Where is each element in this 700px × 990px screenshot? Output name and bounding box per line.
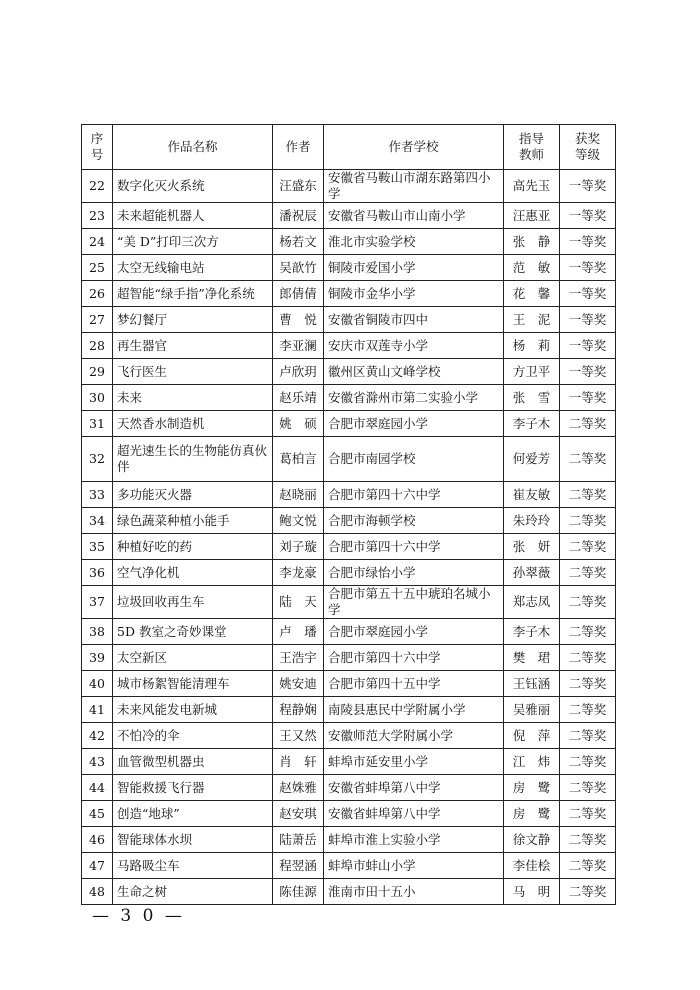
cell-no: 39 bbox=[82, 645, 113, 671]
cell-teacher: 张 雪 bbox=[504, 385, 560, 411]
cell-title: 太空无线输电站 bbox=[113, 255, 273, 281]
cell-author: 郎倩倩 bbox=[273, 281, 324, 307]
table-row bbox=[82, 508, 616, 534]
cell-school: 铜陵市金华小学 bbox=[324, 281, 504, 307]
cell-teacher: 张 静 bbox=[504, 229, 560, 255]
cell-teacher: 高先玉 bbox=[504, 170, 560, 203]
table-row bbox=[82, 255, 616, 281]
cell-author: 杨若文 bbox=[273, 229, 324, 255]
cell-title: 不怕冷的伞 bbox=[113, 723, 273, 749]
cell-title: 超智能“绿手指”净化系统 bbox=[113, 281, 273, 307]
cell-no: 32 bbox=[82, 437, 113, 482]
award-table bbox=[81, 124, 616, 905]
cell-teacher: 王 泥 bbox=[504, 307, 560, 333]
table-row bbox=[82, 619, 616, 645]
cell-author: 赵晓丽 bbox=[273, 482, 324, 508]
cell-title: 未来超能机器人 bbox=[113, 203, 273, 229]
cell-author: 李龙豪 bbox=[273, 560, 324, 586]
cell-level: 二等奖 bbox=[560, 827, 616, 853]
cell-no: 41 bbox=[82, 697, 113, 723]
cell-level: 一等奖 bbox=[560, 255, 616, 281]
cell-teacher: 李子木 bbox=[504, 411, 560, 437]
cell-teacher: 房 鹭 bbox=[504, 775, 560, 801]
cell-level: 一等奖 bbox=[560, 385, 616, 411]
cell-level: 二等奖 bbox=[560, 534, 616, 560]
cell-title: 未来 bbox=[113, 385, 273, 411]
cell-title: 数字化灭火系统 bbox=[113, 170, 273, 203]
cell-no: 30 bbox=[82, 385, 113, 411]
cell-level: 二等奖 bbox=[560, 723, 616, 749]
cell-teacher: 李佳桧 bbox=[504, 853, 560, 879]
cell-no: 42 bbox=[82, 723, 113, 749]
cell-author: 姚安迪 bbox=[273, 671, 324, 697]
cell-author: 程静娴 bbox=[273, 697, 324, 723]
table-row bbox=[82, 853, 616, 879]
cell-level: 二等奖 bbox=[560, 411, 616, 437]
cell-school: 蚌埠市延安里小学 bbox=[324, 749, 504, 775]
table-row bbox=[82, 645, 616, 671]
cell-level: 一等奖 bbox=[560, 359, 616, 385]
cell-author: 潘祝辰 bbox=[273, 203, 324, 229]
cell-no: 36 bbox=[82, 560, 113, 586]
cell-school: 合肥市第五十五中琥珀名城小学 bbox=[324, 586, 504, 619]
cell-teacher: 孙翠薇 bbox=[504, 560, 560, 586]
cell-author: 肖 轩 bbox=[273, 749, 324, 775]
cell-level: 一等奖 bbox=[560, 203, 616, 229]
cell-author: 刘子璇 bbox=[273, 534, 324, 560]
table-row bbox=[82, 671, 616, 697]
cell-school: 安庆市双莲寺小学 bbox=[324, 333, 504, 359]
cell-no: 45 bbox=[82, 801, 113, 827]
table-row bbox=[82, 203, 616, 229]
cell-school: 淮北市实验学校 bbox=[324, 229, 504, 255]
cell-author: 汪盛东 bbox=[273, 170, 324, 203]
cell-teacher: 房 鹭 bbox=[504, 801, 560, 827]
cell-level: 二等奖 bbox=[560, 775, 616, 801]
cell-title: 天然香水制造机 bbox=[113, 411, 273, 437]
cell-school: 合肥市第四十六中学 bbox=[324, 534, 504, 560]
cell-title: 空气净化机 bbox=[113, 560, 273, 586]
cell-school: 淮南市田十五小 bbox=[324, 879, 504, 905]
table-row bbox=[82, 359, 616, 385]
cell-no: 26 bbox=[82, 281, 113, 307]
table-body bbox=[82, 170, 616, 905]
cell-level: 一等奖 bbox=[560, 229, 616, 255]
page-number: — 3 0 — bbox=[92, 906, 185, 926]
cell-school: 合肥市第四十五中学 bbox=[324, 671, 504, 697]
cell-level: 一等奖 bbox=[560, 333, 616, 359]
cell-author: 赵安琪 bbox=[273, 801, 324, 827]
cell-no: 24 bbox=[82, 229, 113, 255]
cell-title: 绿色蔬菜种植小能手 bbox=[113, 508, 273, 534]
cell-school: 合肥市南园学校 bbox=[324, 437, 504, 482]
cell-author: 陆萧岳 bbox=[273, 827, 324, 853]
cell-title: 创造“地球” bbox=[113, 801, 273, 827]
cell-school: 安徽师范大学附属小学 bbox=[324, 723, 504, 749]
cell-author: 卢欣玥 bbox=[273, 359, 324, 385]
cell-no: 23 bbox=[82, 203, 113, 229]
cell-author: 陈佳源 bbox=[273, 879, 324, 905]
cell-teacher: 花 馨 bbox=[504, 281, 560, 307]
cell-level: 二等奖 bbox=[560, 645, 616, 671]
cell-author: 赵姝雅 bbox=[273, 775, 324, 801]
cell-no: 44 bbox=[82, 775, 113, 801]
cell-title: 超光速生长的生物能仿真伙伴 bbox=[113, 437, 273, 482]
cell-teacher: 范 敏 bbox=[504, 255, 560, 281]
cell-no: 25 bbox=[82, 255, 113, 281]
table-row bbox=[82, 307, 616, 333]
cell-title: 种植好吃的药 bbox=[113, 534, 273, 560]
cell-school: 合肥市第四十六中学 bbox=[324, 482, 504, 508]
header-title: 作品名称 bbox=[113, 125, 273, 170]
table-row bbox=[82, 534, 616, 560]
cell-school: 徽州区黄山文峰学校 bbox=[324, 359, 504, 385]
header-level: 获奖 等级 bbox=[560, 125, 616, 170]
cell-teacher: 倪 萍 bbox=[504, 723, 560, 749]
cell-no: 34 bbox=[82, 508, 113, 534]
cell-no: 46 bbox=[82, 827, 113, 853]
cell-author: 鲍文悦 bbox=[273, 508, 324, 534]
cell-title: 飞行医生 bbox=[113, 359, 273, 385]
cell-no: 38 bbox=[82, 619, 113, 645]
header-teacher: 指导 教师 bbox=[504, 125, 560, 170]
cell-school: 合肥市绿怡小学 bbox=[324, 560, 504, 586]
header-no: 序号 bbox=[82, 125, 113, 170]
table-row bbox=[82, 586, 616, 619]
cell-teacher: 何爱芳 bbox=[504, 437, 560, 482]
cell-author: 葛柏言 bbox=[273, 437, 324, 482]
cell-no: 27 bbox=[82, 307, 113, 333]
cell-author: 程翌涵 bbox=[273, 853, 324, 879]
cell-level: 二等奖 bbox=[560, 801, 616, 827]
cell-author: 吴歆竹 bbox=[273, 255, 324, 281]
cell-level: 二等奖 bbox=[560, 619, 616, 645]
cell-teacher: 江 炜 bbox=[504, 749, 560, 775]
cell-teacher: 崔友敏 bbox=[504, 482, 560, 508]
cell-title: 智能救援飞行器 bbox=[113, 775, 273, 801]
cell-author: 李亚澜 bbox=[273, 333, 324, 359]
cell-title: 城市杨絮智能清理车 bbox=[113, 671, 273, 697]
cell-school: 蚌埠市淮上实验小学 bbox=[324, 827, 504, 853]
cell-teacher: 郑志凤 bbox=[504, 586, 560, 619]
table-row bbox=[82, 437, 616, 482]
table-row bbox=[82, 411, 616, 437]
cell-level: 二等奖 bbox=[560, 586, 616, 619]
cell-teacher: 杨 莉 bbox=[504, 333, 560, 359]
cell-teacher: 张 妍 bbox=[504, 534, 560, 560]
table-row bbox=[82, 170, 616, 203]
header-school: 作者学校 bbox=[324, 125, 504, 170]
cell-teacher: 王钰涵 bbox=[504, 671, 560, 697]
cell-no: 31 bbox=[82, 411, 113, 437]
table-row bbox=[82, 879, 616, 905]
cell-teacher: 吴雅丽 bbox=[504, 697, 560, 723]
table-row bbox=[82, 385, 616, 411]
cell-level: 一等奖 bbox=[560, 281, 616, 307]
cell-level: 二等奖 bbox=[560, 560, 616, 586]
cell-no: 28 bbox=[82, 333, 113, 359]
cell-school: 合肥市翠庭园小学 bbox=[324, 619, 504, 645]
cell-level: 二等奖 bbox=[560, 482, 616, 508]
cell-school: 蚌埠市蚌山小学 bbox=[324, 853, 504, 879]
table-row bbox=[82, 749, 616, 775]
cell-school: 安徽省蚌埠第八中学 bbox=[324, 775, 504, 801]
table-row bbox=[82, 281, 616, 307]
cell-school: 安徽省铜陵市四中 bbox=[324, 307, 504, 333]
table-row bbox=[82, 333, 616, 359]
cell-author: 王又然 bbox=[273, 723, 324, 749]
cell-level: 一等奖 bbox=[560, 307, 616, 333]
cell-teacher: 方卫平 bbox=[504, 359, 560, 385]
cell-level: 二等奖 bbox=[560, 749, 616, 775]
table-row bbox=[82, 482, 616, 508]
cell-author: 陆 天 bbox=[273, 586, 324, 619]
cell-school: 安徽省蚌埠第八中学 bbox=[324, 801, 504, 827]
cell-title: 智能球体水坝 bbox=[113, 827, 273, 853]
cell-no: 48 bbox=[82, 879, 113, 905]
table-row bbox=[82, 697, 616, 723]
cell-teacher: 汪惠亚 bbox=[504, 203, 560, 229]
cell-school: 合肥市翠庭园小学 bbox=[324, 411, 504, 437]
cell-school: 合肥市海顿学校 bbox=[324, 508, 504, 534]
cell-no: 40 bbox=[82, 671, 113, 697]
cell-level: 二等奖 bbox=[560, 671, 616, 697]
cell-title: 太空新区 bbox=[113, 645, 273, 671]
cell-school: 安徽省马鞍山市山南小学 bbox=[324, 203, 504, 229]
cell-school: 南陵县惠民中学附属小学 bbox=[324, 697, 504, 723]
cell-author: 卢 璠 bbox=[273, 619, 324, 645]
cell-no: 22 bbox=[82, 170, 113, 203]
cell-level: 二等奖 bbox=[560, 853, 616, 879]
table-header-row bbox=[82, 125, 616, 170]
cell-teacher: 马 明 bbox=[504, 879, 560, 905]
cell-title: 多功能灭火器 bbox=[113, 482, 273, 508]
cell-no: 47 bbox=[82, 853, 113, 879]
cell-school: 铜陵市爱国小学 bbox=[324, 255, 504, 281]
cell-title: 垃圾回收再生车 bbox=[113, 586, 273, 619]
cell-title: 生命之树 bbox=[113, 879, 273, 905]
cell-level: 二等奖 bbox=[560, 508, 616, 534]
cell-teacher: 李子木 bbox=[504, 619, 560, 645]
cell-no: 37 bbox=[82, 586, 113, 619]
cell-author: 赵乐靖 bbox=[273, 385, 324, 411]
cell-no: 29 bbox=[82, 359, 113, 385]
cell-teacher: 徐文静 bbox=[504, 827, 560, 853]
table-row bbox=[82, 560, 616, 586]
table-row bbox=[82, 723, 616, 749]
cell-title: 血管微型机器虫 bbox=[113, 749, 273, 775]
cell-author: 曹 悦 bbox=[273, 307, 324, 333]
table-row bbox=[82, 775, 616, 801]
cell-no: 33 bbox=[82, 482, 113, 508]
cell-teacher: 樊 珺 bbox=[504, 645, 560, 671]
cell-title: 未来风能发电新城 bbox=[113, 697, 273, 723]
cell-level: 二等奖 bbox=[560, 879, 616, 905]
cell-author: 王浩宇 bbox=[273, 645, 324, 671]
cell-title: 再生器官 bbox=[113, 333, 273, 359]
cell-level: 一等奖 bbox=[560, 170, 616, 203]
header-author: 作者 bbox=[273, 125, 324, 170]
cell-title: 马路吸尘车 bbox=[113, 853, 273, 879]
cell-school: 安徽省马鞍山市湖东路第四小学 bbox=[324, 170, 504, 203]
cell-teacher: 朱玲玲 bbox=[504, 508, 560, 534]
cell-school: 安徽省滁州市第二实验小学 bbox=[324, 385, 504, 411]
cell-level: 二等奖 bbox=[560, 437, 616, 482]
table-row bbox=[82, 827, 616, 853]
cell-title: “美 D”打印三次方 bbox=[113, 229, 273, 255]
cell-title: 梦幻餐厅 bbox=[113, 307, 273, 333]
cell-no: 43 bbox=[82, 749, 113, 775]
cell-level: 二等奖 bbox=[560, 697, 616, 723]
cell-author: 姚 硕 bbox=[273, 411, 324, 437]
cell-no: 35 bbox=[82, 534, 113, 560]
table-row bbox=[82, 801, 616, 827]
cell-school: 合肥市第四十六中学 bbox=[324, 645, 504, 671]
table-row bbox=[82, 229, 616, 255]
cell-title: 5D 教室之奇妙课堂 bbox=[113, 619, 273, 645]
